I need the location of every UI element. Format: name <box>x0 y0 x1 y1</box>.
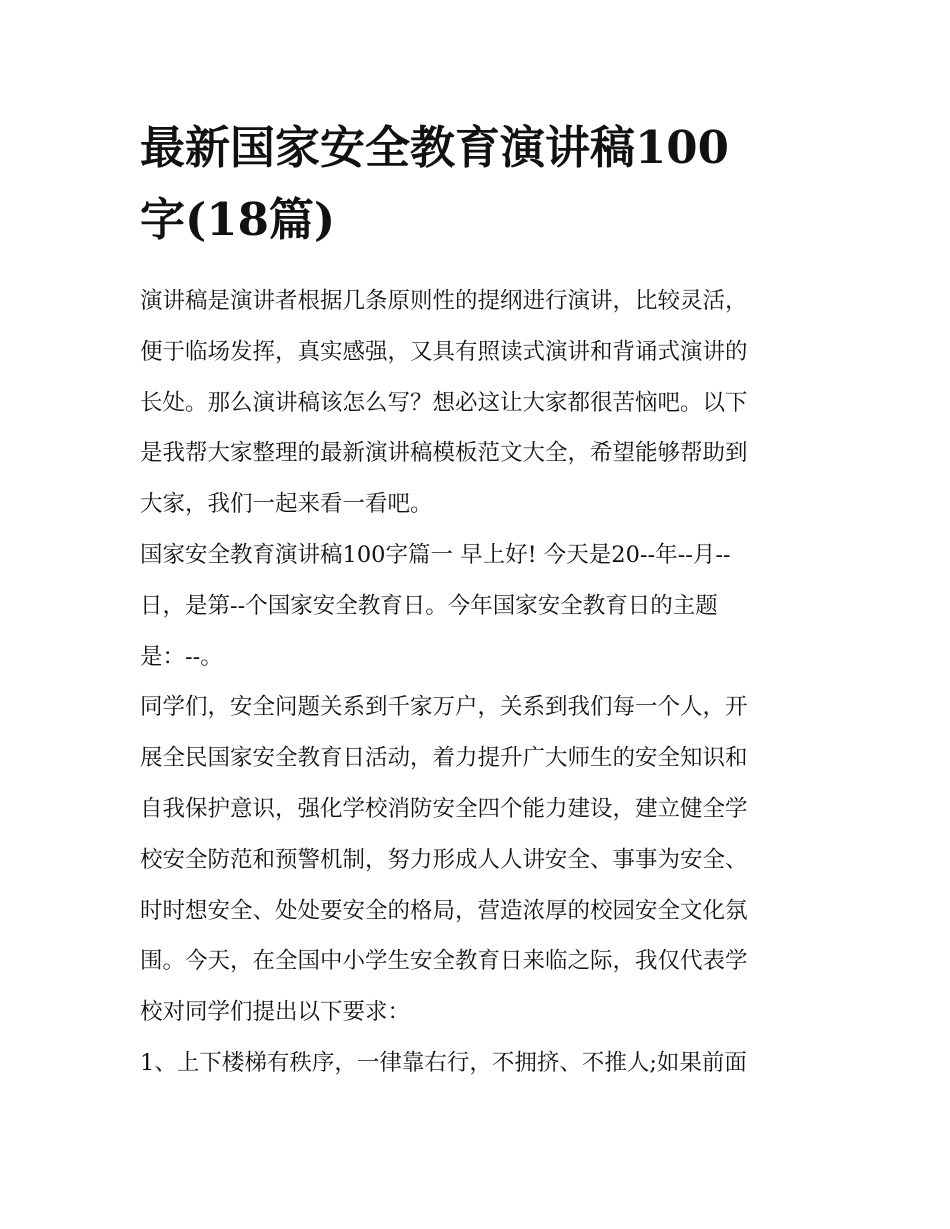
document-body <box>140 276 830 1089</box>
text-line: 日，是第--个国家安全教育日。今年国家安全教育日的主题 <box>140 592 718 619</box>
body-paragraph <box>140 682 830 1038</box>
title-line: 最新国家安全教育演讲稿100 <box>140 121 729 174</box>
speech-one-paragraph <box>140 530 830 682</box>
document-title <box>140 112 820 256</box>
text-line: 展全民国家安全教育日活动，着力提升广大师生的安全知识和 <box>140 745 748 772</box>
text-line: 校安全防范和预警机制，努力形成人人讲安全、事事为安全、 <box>140 846 748 873</box>
text-line: 自我保护意识，强化学校消防安全四个能力建设，建立健全学 <box>140 795 748 822</box>
title-line: 字(18篇) <box>140 193 336 246</box>
text-line: 时时想安全、处处要安全的格局，营造浓厚的校园安全文化氛 <box>140 897 748 924</box>
text-line: 演讲稿是演讲者根据几条原则性的提纲进行演讲，比较灵活， <box>140 288 748 314</box>
text-line: 校对同学们提出以下要求： <box>140 999 411 1026</box>
text-line: 1、上下楼梯有秩序，一律靠右行，不拥挤、不推人;如果前面 <box>140 1049 747 1076</box>
text-line: 国家安全教育演讲稿100字篇一 早上好! 今天是20--年--月-- <box>140 541 731 568</box>
intro-paragraph <box>140 276 830 530</box>
text-line: 围。今天，在全国中小学生安全教育日来临之际，我仅代表学 <box>140 948 748 975</box>
text-line: 是我帮大家整理的最新演讲稿模板范文大全，希望能够帮助到 <box>140 440 748 467</box>
text-line: 长处。那么演讲稿该怎么写？想必这让大家都很苦恼吧。以下 <box>140 389 748 416</box>
text-line: 是：--。 <box>140 643 223 670</box>
text-line: 便于临场发挥，真实感强，又具有照读式演讲和背诵式演讲的 <box>140 338 748 365</box>
text-line: 大家，我们一起来看一看吧。 <box>140 491 433 518</box>
text-line: 同学们，安全问题关系到千家万户，关系到我们每一个人，开 <box>140 694 748 721</box>
list-item-paragraph <box>140 1038 830 1089</box>
